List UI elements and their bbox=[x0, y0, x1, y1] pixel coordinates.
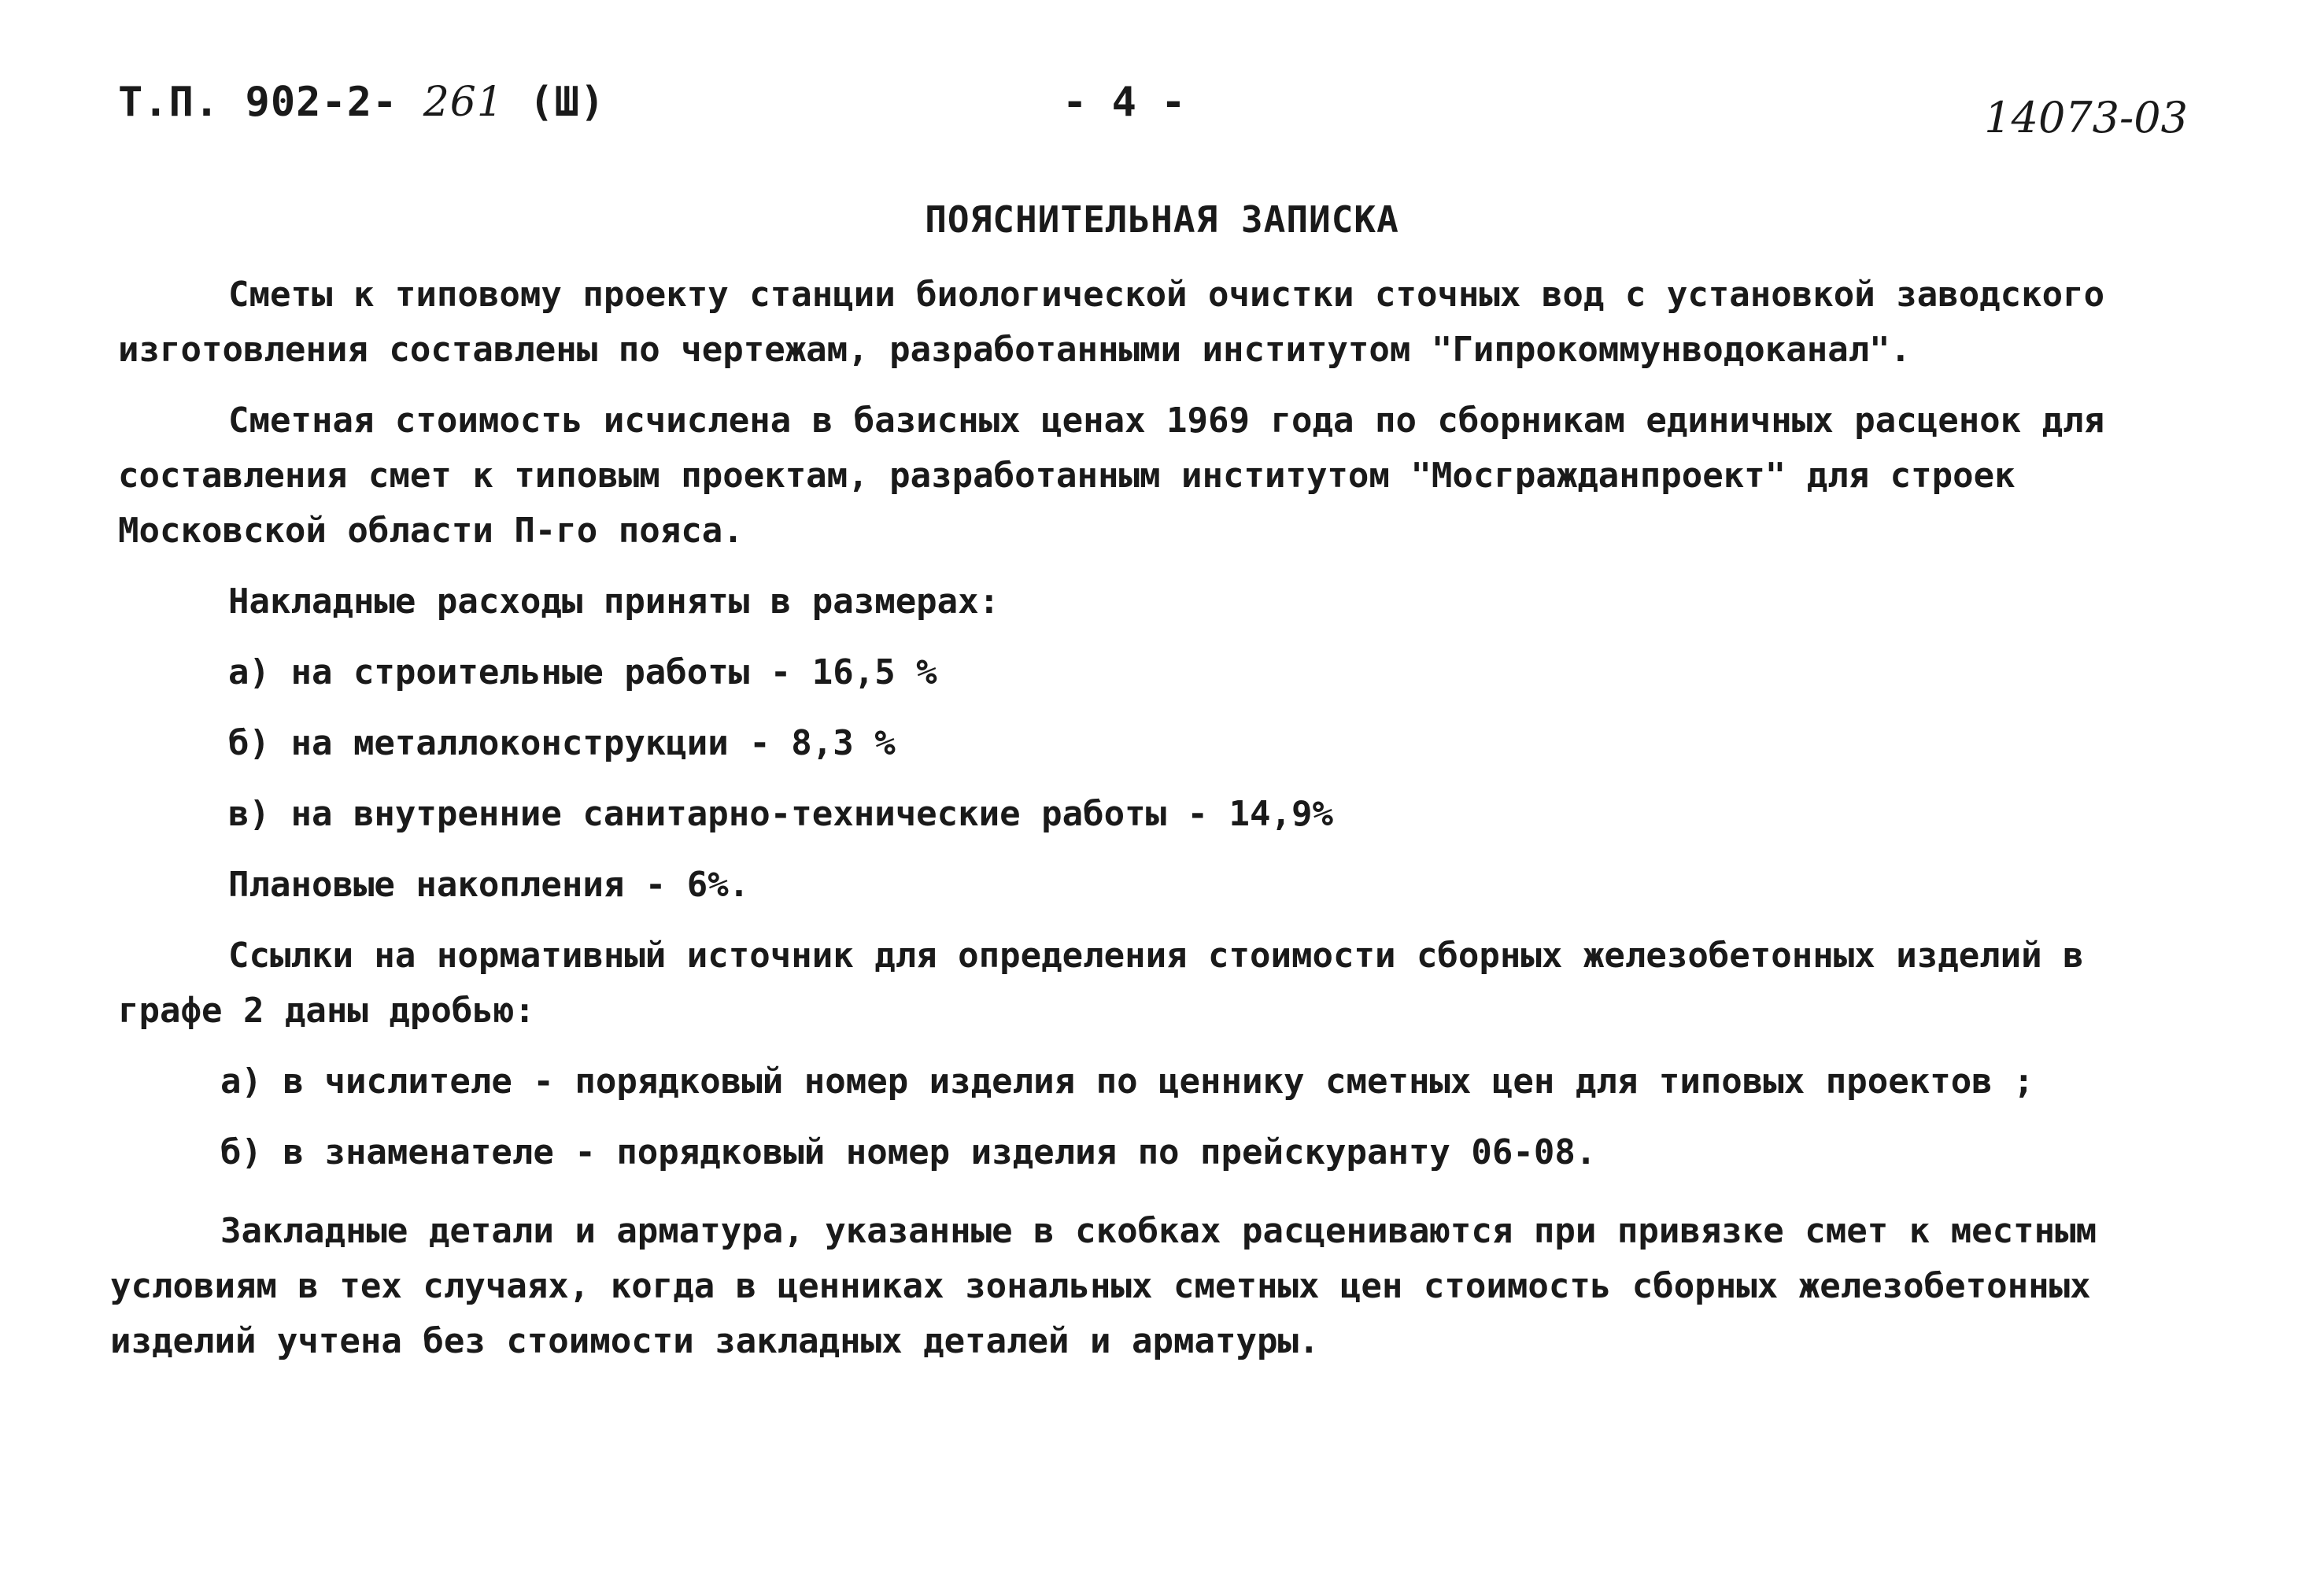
document-code bbox=[118, 79, 605, 126]
paragraph-5-line-2: графе 2 даны дробью: bbox=[118, 991, 535, 1031]
paragraph-4: Плановые накопления - 6%. bbox=[228, 865, 750, 905]
page-header bbox=[118, 79, 2204, 150]
paragraph-6-line-2: условиям в тех случаях, когда в ценниках зональных сметных цен стоимость сборных железобетонных bbox=[110, 1266, 2091, 1306]
paragraph-2-line-2: составления смет к типовым проектам, разработанным институтом "Мосгражданпроект" для строек bbox=[118, 456, 2015, 496]
list-2-item-b: б) в знаменателе - порядковый номер изделия по прейскуранту 06-08. bbox=[220, 1132, 1597, 1172]
paragraph-2-line-1: Сметная стоимость исчислена в базисных ценах 1969 года по сборникам единичных расценок для bbox=[228, 401, 2105, 441]
paragraph-3: Накладные расходы приняты в размерах: bbox=[228, 581, 1000, 622]
list-2-item-a: а) в числителе - порядковый номер изделия по ценнику сметных цен для типовых проектов ; bbox=[220, 1061, 2034, 1102]
document-title: ПОЯСНИТЕЛЬНАЯ ЗАПИСКА bbox=[925, 198, 1399, 241]
list-1-item-c: в) на внутренние санитарно-технические работы - 14,9% bbox=[228, 794, 1333, 834]
paragraph-1-line-1: Сметы к типовому проекту станции биологической очистки сточных вод с установкой заводского bbox=[228, 275, 2105, 315]
paragraph-6-line-3: изделий учтена без стоимости закладных деталей и арматуры. bbox=[110, 1321, 1320, 1361]
paragraph-6-line-1: Закладные детали и арматура, указанные в скобках расцениваются при привязке смет к местным bbox=[220, 1211, 2097, 1251]
paragraph-1-line-2: изготовления составлены по чертежам, разработанными институтом "Гипрокоммунводоканал". bbox=[118, 330, 1912, 370]
document-code-suffix: (Ш) bbox=[529, 79, 606, 126]
paragraph-5-line-1: Ссылки на нормативный источник для определения стоимости сборных железобетонных изделий в bbox=[228, 936, 2084, 976]
document-code-prefix: Т.П. 902-2- bbox=[118, 79, 398, 126]
document-code-handwritten: 261 bbox=[423, 79, 504, 126]
page-number: - 4 - bbox=[1062, 79, 1186, 126]
paragraph-2-line-3: Московской области П-го пояса. bbox=[118, 511, 744, 551]
list-1-item-a: а) на строительные работы - 16,5 % bbox=[228, 652, 937, 692]
document-number: 14073-03 bbox=[1984, 93, 2188, 142]
list-1-item-b: б) на металлоконструкции - 8,3 % bbox=[228, 723, 896, 763]
